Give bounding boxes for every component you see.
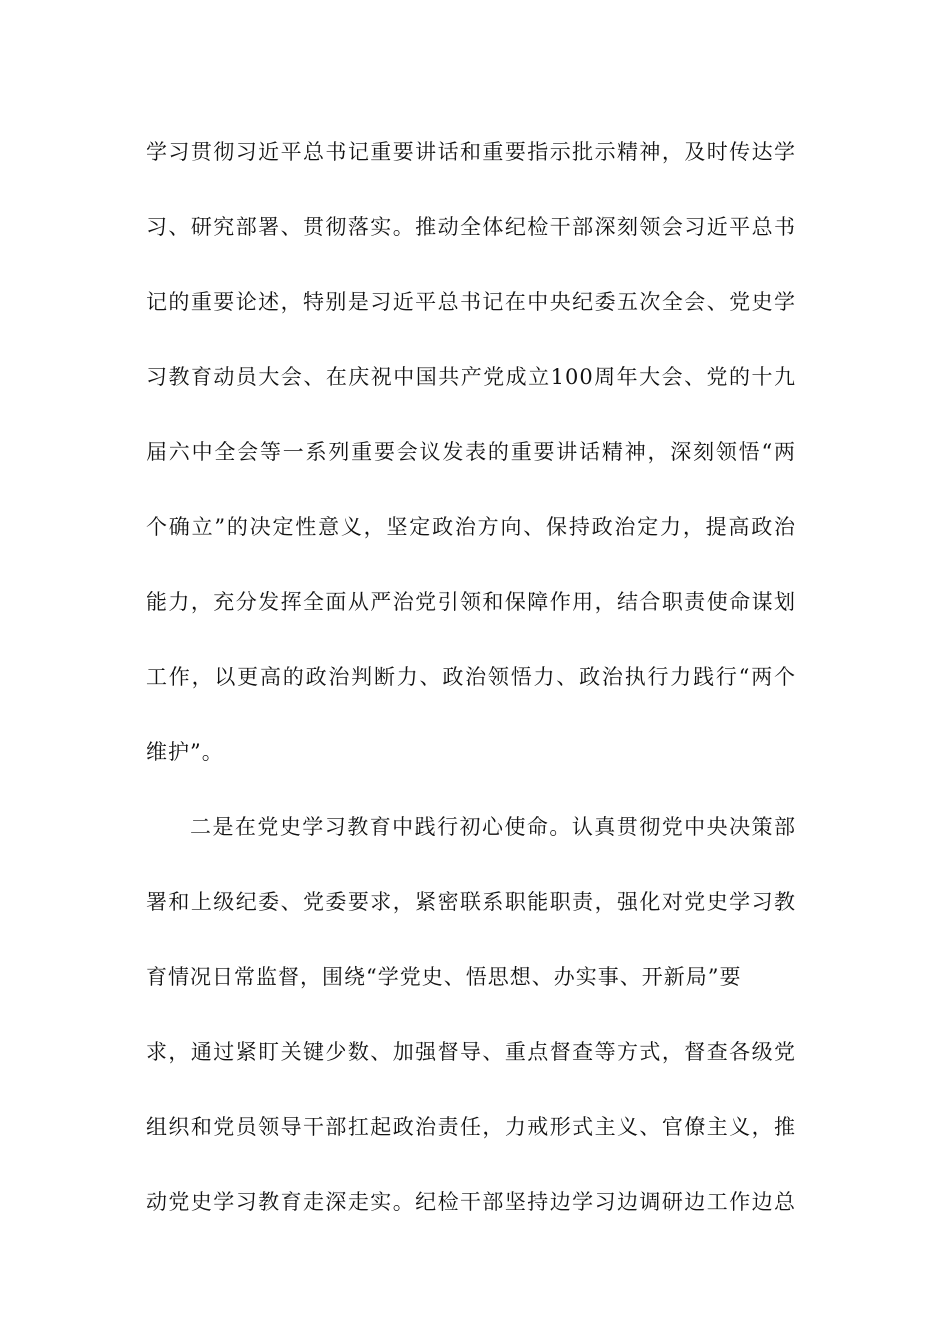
text-line: 求，通过紧盯关键少数、加强督导、重点督查等方式，督查各级党: [146, 1040, 796, 1064]
text-line: 记的重要论述，特别是习近平总书记在中央纪委五次全会、党史学: [146, 290, 796, 314]
text-line: 工作，以更高的政治判断力、政治领悟力、政治执行力践行“两个: [146, 665, 796, 689]
paragraph-first-line: 二是在党史学习教育中践行初心使命。认真贯彻党中央决策部: [190, 815, 796, 839]
text-line: 组织和党员领导干部扛起政治责任，力戒形式主义、官僚主义，推: [146, 1115, 796, 1139]
text-line: 维护”。: [146, 740, 224, 764]
text-line: 习教育动员大会、在庆祝中国共产党成立100周年大会、党的十九: [146, 365, 796, 389]
text-line: 习、研究部署、贯彻落实。推动全体纪检干部深刻领会习近平总书: [146, 215, 796, 239]
text-line: 届六中全会等一系列重要会议发表的重要讲话精神，深刻领悟“两: [146, 440, 796, 464]
text-line: 个确立”的决定性意义，坚定政治方向、保持政治定力，提高政治: [146, 515, 796, 539]
text-line: 动党史学习教育走深走实。纪检干部坚持边学习边调研边工作边总: [146, 1190, 796, 1214]
text-line: 学习贯彻习近平总书记重要讲话和重要指示批示精神，及时传达学: [146, 140, 796, 164]
text-line: 育情况日常监督，围绕“学党史、悟思想、办实事、开新局”要: [146, 965, 742, 989]
text-line: 能力，充分发挥全面从严治党引领和保障作用，结合职责使命谋划: [146, 590, 796, 614]
text-line: 署和上级纪委、党委要求，紧密联系职能职责，强化对党史学习教: [146, 890, 796, 914]
